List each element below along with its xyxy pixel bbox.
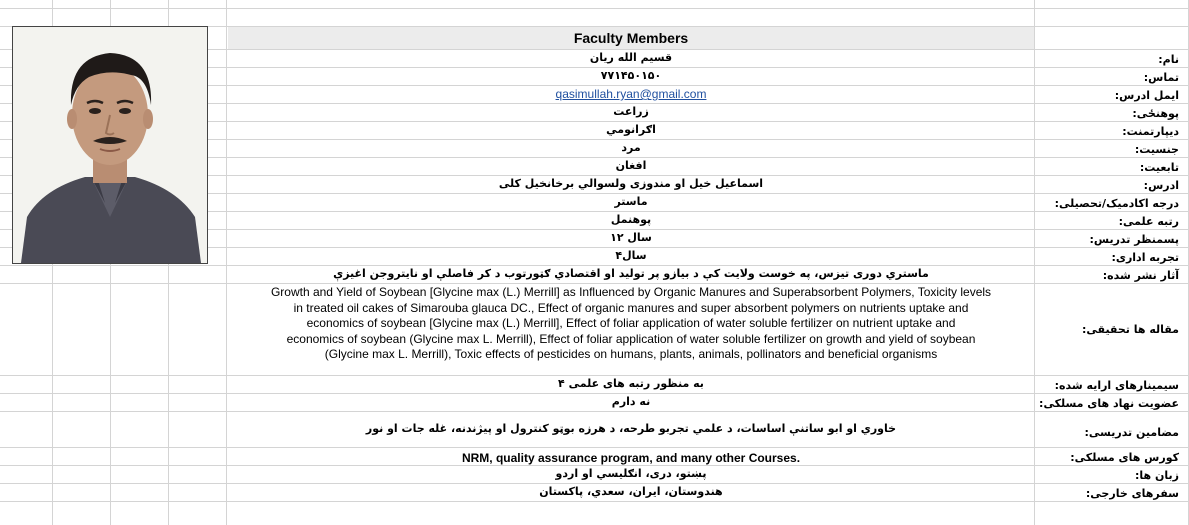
- research-line: (Glycine max L. Merrill), Toxic effects of pesticides on humans, plants, animals, pollinators and beneficial organisms: [324, 347, 938, 361]
- contact-value: ۷۷۱۴۵۰۱۵۰: [600, 69, 662, 82]
- degree-label: درجه اکادمیک/تحصیلی:: [1054, 197, 1179, 210]
- teaching-subjects-label: مضامین تدریسی:: [1084, 426, 1179, 439]
- nationality-label: تابعیت:: [1139, 161, 1179, 174]
- published-works-label: آثار نشر شده:: [1102, 269, 1179, 282]
- department-value: اګرانومي: [606, 123, 656, 136]
- email-label: ایمل ادرس:: [1114, 89, 1179, 102]
- teaching-experience-label: پسمنظر تدریس:: [1089, 233, 1179, 246]
- published-works-value: ماستري دوری تیزس، په خوست ولایت کې د بیازو پر تولید او اقتصادي ګټورتوب د کر فاصلې او نایتروجن اغیزې: [333, 267, 929, 280]
- seminars-label: سیمینارهای ارایه شده:: [1054, 379, 1179, 392]
- address-value: اسماعیل خیل او مندوزی ولسوالي برخانخیل کلی: [498, 177, 764, 190]
- research-line: in treated oil cakes of Simarouba glauca DC., Effect of organic manures and super absorbent polymers on nutrients uptake and: [293, 300, 969, 315]
- contact-label: تماس:: [1143, 71, 1179, 84]
- foreign-travels-value: هندوستان، ایران، سعدي، پاکستان: [539, 485, 723, 498]
- name-label: نام:: [1158, 53, 1179, 66]
- research-line: economics of soybean (Glycine max L. Merrill), Effect of foliar application of water soluble fertilizer on growth and yield of soybean: [286, 331, 976, 346]
- research-papers-value: [232, 285, 1030, 363]
- membership-value: نه دارم: [611, 395, 651, 408]
- membership-label: عضویت نهاد های مسلکی:: [1039, 397, 1179, 410]
- research-papers-label: مقاله ها تحقیقی:: [1082, 323, 1179, 336]
- rank-label: رتبه علمی:: [1118, 215, 1179, 228]
- rank-value: پوهنمل: [610, 213, 652, 226]
- gender-value: مرد: [621, 141, 641, 154]
- portrait-image: [13, 27, 207, 263]
- courses-label: کورس های مسلکی:: [1070, 451, 1179, 464]
- research-line: economics of soybean [Glycine max (L.) Merrill], Effect of foliar application of water soluble fertilizer on nutrient uptake and: [306, 316, 956, 330]
- degree-value: ماستر: [614, 195, 648, 208]
- admin-experience-value: ۴سال: [615, 249, 647, 262]
- faculty-label: پوهنځی:: [1132, 107, 1179, 120]
- research-line: Growth and Yield of Soybean [Glycine max (L.) Merrill] as Influenced by Organic Manures and Superabsorbent Polymers, Toxicity levels: [270, 285, 992, 299]
- faculty-members-header: Faculty Members: [228, 27, 1034, 49]
- teaching-subjects-value: خاوري او ابو ساتنې اساسات، د علمي تجربو طرحه، د هرزه بوټو کنترول او پیژندنه، غله جات او نور: [365, 422, 897, 435]
- faculty-value: زراعت: [613, 105, 649, 118]
- seminars-value: به منظور رتبه های علمی ۴: [558, 377, 704, 390]
- department-label: دیپارتمنت:: [1122, 125, 1179, 138]
- languages-label: زبان ها:: [1135, 469, 1179, 482]
- profile-photo: [12, 26, 208, 264]
- courses-value: NRM, quality assurance program, and many other Courses.: [461, 451, 801, 465]
- gender-label: جنسیت:: [1134, 143, 1179, 156]
- admin-experience-label: تجربه اداری:: [1111, 251, 1179, 264]
- name-value: قسیم الله ریان: [589, 51, 673, 64]
- teaching-experience-value: ۱۲ سال: [610, 231, 652, 244]
- languages-value: پښتو، دری، انګلیسي او اردو: [555, 467, 707, 480]
- nationality-value: افغان: [615, 159, 647, 172]
- email-value: [228, 85, 1034, 104]
- foreign-travels-label: سفرهای خارجی:: [1085, 487, 1179, 500]
- email-link[interactable]: qasimullah.ryan@gmail.com: [555, 87, 707, 101]
- address-label: ادرس:: [1143, 179, 1179, 192]
